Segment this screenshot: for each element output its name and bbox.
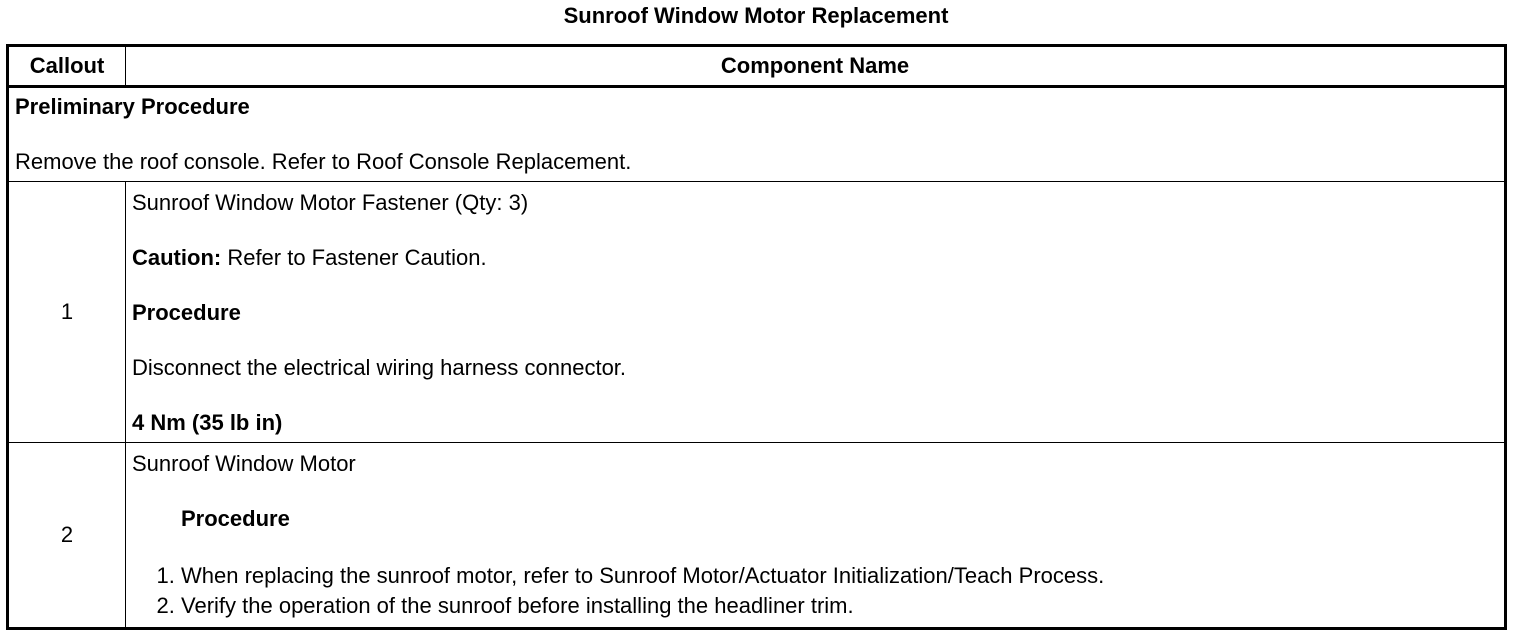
table-row	[8, 443, 1506, 629]
procedure-table	[6, 44, 1507, 630]
component-name-column-header: Component Name	[126, 46, 1506, 87]
preliminary-text: Remove the roof console. Refer to Roof Console Replacement.	[15, 149, 632, 174]
component-cell	[126, 182, 1506, 443]
preliminary-row	[8, 87, 1506, 182]
page-title: Sunroof Window Motor Replacement	[563, 3, 949, 28]
preliminary-heading: Preliminary Procedure	[15, 94, 250, 119]
callout-number: 1	[8, 182, 126, 443]
procedure-heading: Procedure	[181, 506, 290, 531]
procedure-heading: Procedure	[132, 300, 241, 325]
callout-number: 2	[8, 443, 126, 629]
table-header-row	[8, 46, 1506, 87]
component-name: Sunroof Window Motor Fastener (Qty: 3)	[132, 190, 529, 215]
procedure-steps-list	[132, 561, 1498, 621]
component-cell	[126, 443, 1506, 629]
table-row	[8, 182, 1506, 443]
component-name: Sunroof Window Motor	[132, 451, 356, 476]
procedure-step: 1. When replacing the sunroof motor, refer to Sunroof Motor/Actuator Initialization/Teach Process.	[181, 561, 1498, 591]
callout-column-header: Callout	[8, 46, 126, 87]
caution-line	[132, 245, 1498, 271]
torque-spec: 4 Nm (35 lb in)	[132, 410, 283, 435]
preliminary-cell	[8, 87, 1506, 182]
procedure-step: 2. Verify the operation of the sunroof before installing the headliner trim.	[181, 591, 1498, 621]
caution-label: Caution:	[132, 245, 222, 270]
procedure-text: Disconnect the electrical wiring harness connector.	[132, 355, 627, 380]
caution-text: Refer to Fastener Caution.	[221, 245, 487, 270]
